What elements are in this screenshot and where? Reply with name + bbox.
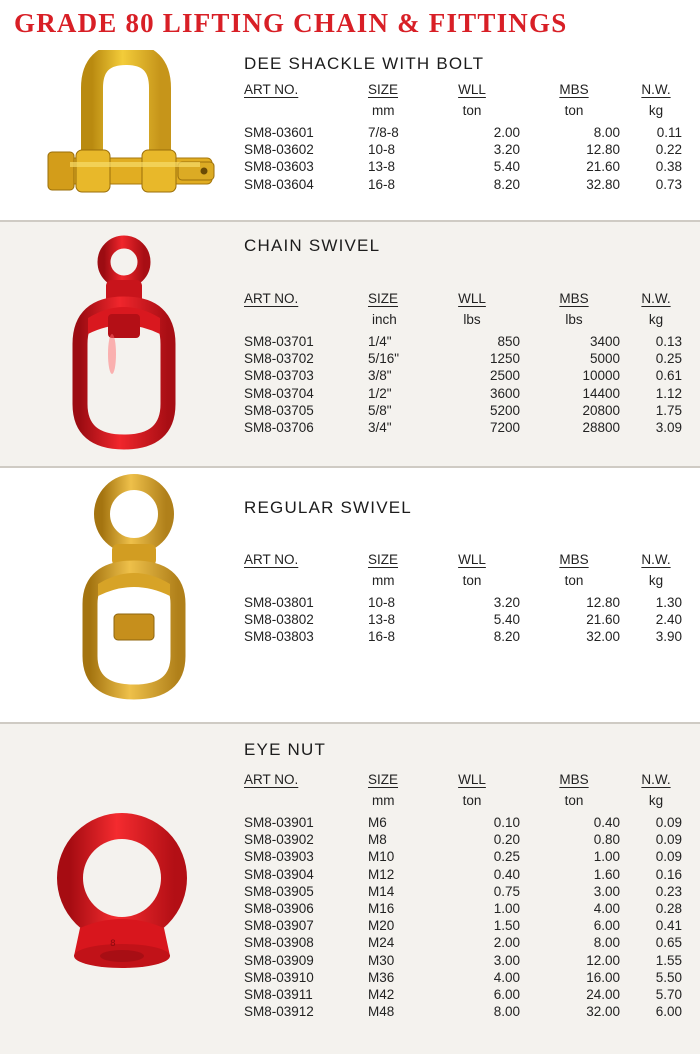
cell-nw: 0.09: [655, 849, 682, 865]
header-mbs: MBS: [559, 552, 589, 567]
cell-wll: 0.75: [493, 883, 520, 899]
cell-mbs: 0.80: [593, 832, 620, 848]
header-mbs: MBS: [559, 82, 589, 97]
cell-nw: 0.61: [655, 368, 682, 384]
table-row: [244, 403, 684, 420]
cell-size: 16-8: [368, 629, 396, 645]
cell-wll: 4.00: [493, 969, 520, 985]
cell-wll: 2.00: [493, 125, 520, 140]
cell-mbs: 32.00: [586, 629, 620, 645]
cell-size: 10-8: [368, 595, 396, 610]
unit-wll: lbs: [463, 312, 481, 327]
section-title: DEE SHACKLE WITH BOLT: [244, 54, 485, 73]
cell-nw: 0.22: [655, 142, 682, 158]
section-dee-shackle: [0, 44, 700, 220]
unit-wll: ton: [462, 573, 482, 588]
header-wll: WLL: [458, 772, 486, 787]
cell-wll: 5.40: [493, 612, 520, 628]
cell-art-no: SM8-03702: [244, 351, 314, 367]
units-row: [244, 573, 684, 595]
header-art-no: ART NO.: [244, 82, 299, 97]
cell-wll: 3600: [489, 385, 520, 401]
table-row: [244, 935, 684, 952]
header-art-no: ART NO.: [244, 552, 299, 567]
cell-size: M8: [368, 832, 387, 848]
cell-mbs: 4.00: [593, 900, 620, 916]
header-mbs: MBS: [559, 772, 589, 787]
dee-shackle-icon: [40, 50, 230, 218]
unit-nw: kg: [648, 793, 664, 808]
cell-nw: 0.23: [655, 883, 682, 899]
cell-wll: 0.40: [493, 866, 520, 882]
cell-nw: 0.38: [655, 159, 682, 175]
cell-wll: 8.00: [493, 1004, 520, 1020]
cell-art-no: SM8-03802: [244, 612, 314, 628]
header-wll: WLL: [458, 82, 486, 97]
unit-mbs: lbs: [565, 312, 583, 327]
cell-mbs: 8.00: [593, 125, 620, 140]
cell-mbs: 12.80: [586, 142, 620, 158]
cell-mbs: 6.00: [593, 918, 620, 934]
cell-size: M24: [368, 935, 395, 951]
cell-nw: 0.09: [655, 815, 682, 830]
cell-art-no: SM8-03906: [244, 900, 314, 916]
cell-wll: 2500: [489, 368, 520, 384]
header-wll: WLL: [458, 291, 486, 306]
cell-size: 16-8: [368, 176, 396, 192]
cell-nw: 1.55: [655, 952, 682, 968]
eye-nut-icon: [46, 810, 198, 974]
header-art-no: ART NO.: [244, 772, 299, 787]
cell-mbs: 24.00: [586, 986, 620, 1002]
page-title: GRADE 80 LIFTING CHAIN & FITTINGS: [14, 8, 568, 38]
cell-mbs: 20800: [582, 402, 620, 418]
cell-mbs: 16.00: [586, 969, 620, 985]
cell-mbs: 14400: [582, 385, 620, 401]
cell-nw: 0.73: [655, 176, 682, 192]
cell-wll: 850: [497, 334, 520, 349]
cell-art-no: SM8-03601: [244, 125, 314, 140]
cell-wll: 3.20: [493, 142, 520, 158]
cell-mbs: 0.40: [593, 815, 620, 830]
cell-size: 5/16": [368, 351, 400, 367]
cell-mbs: 3400: [589, 334, 620, 349]
cell-nw: 0.25: [655, 351, 682, 367]
unit-nw: kg: [648, 103, 664, 118]
cell-nw: 3.09: [655, 419, 682, 435]
cell-mbs: 32.00: [586, 1004, 620, 1020]
unit-size: mm: [372, 793, 395, 808]
cell-nw: 0.13: [655, 334, 682, 349]
cell-nw: 6.00: [655, 1004, 682, 1020]
cell-size: M14: [368, 883, 395, 899]
cell-wll: 1.50: [493, 918, 520, 934]
unit-mbs: ton: [564, 573, 584, 588]
cell-size: 1/4": [368, 334, 392, 349]
cell-size: M20: [368, 918, 395, 934]
units-row: [244, 312, 684, 334]
header-size: SIZE: [368, 82, 399, 97]
cell-nw: 1.75: [655, 402, 682, 418]
cell-art-no: SM8-03705: [244, 402, 314, 418]
cell-art-no: SM8-03902: [244, 832, 314, 848]
table-row: [244, 970, 684, 987]
spec-table: [244, 82, 684, 194]
cell-mbs: 32.80: [586, 176, 620, 192]
cell-wll: 6.00: [493, 986, 520, 1002]
cell-nw: 1.30: [655, 595, 682, 610]
cell-size: 3/8": [368, 368, 392, 384]
unit-nw: kg: [648, 312, 664, 327]
cell-wll: 3.20: [493, 595, 520, 610]
units-row: [244, 103, 684, 125]
cell-size: M12: [368, 866, 395, 882]
chain-swivel-icon: [66, 234, 182, 454]
section-regular-swivel: [0, 468, 700, 722]
table-row: [244, 125, 684, 142]
cell-art-no: SM8-03801: [244, 595, 314, 610]
cell-nw: 0.28: [655, 900, 682, 916]
cell-mbs: 10000: [582, 368, 620, 384]
cell-size: M30: [368, 952, 395, 968]
unit-wll: ton: [462, 793, 482, 808]
cell-nw: 0.11: [656, 125, 682, 140]
cell-nw: 0.65: [655, 935, 682, 951]
table-row: [244, 953, 684, 970]
cell-art-no: SM8-03901: [244, 815, 314, 830]
cell-art-no: SM8-03903: [244, 849, 314, 865]
table-header: [244, 82, 684, 103]
header-nw: N.W.: [641, 552, 671, 567]
cell-nw: 5.50: [655, 969, 682, 985]
cell-size: M6: [368, 815, 387, 830]
table-row: [244, 595, 684, 612]
cell-nw: 2.40: [655, 612, 682, 628]
cell-art-no: SM8-03701: [244, 334, 314, 349]
header-size: SIZE: [368, 772, 399, 787]
cell-mbs: 21.60: [586, 612, 620, 628]
cell-size: M10: [368, 849, 395, 865]
table-row: [244, 629, 684, 646]
cell-wll: 0.20: [493, 832, 520, 848]
unit-wll: ton: [462, 103, 482, 118]
table-row: [244, 386, 684, 403]
regular-swivel-icon: [78, 474, 190, 702]
unit-size: mm: [372, 573, 395, 588]
spec-table: [244, 552, 684, 647]
table-header: [244, 772, 684, 793]
cell-nw: 0.09: [655, 832, 682, 848]
cell-size: 3/4": [368, 419, 392, 435]
cell-art-no: SM8-03603: [244, 159, 314, 175]
table-header: [244, 552, 684, 573]
header-nw: N.W.: [641, 291, 671, 306]
cell-size: M48: [368, 1004, 395, 1020]
cell-art-no: SM8-03908: [244, 935, 314, 951]
cell-size: 13-8: [368, 159, 396, 175]
table-row: [244, 177, 684, 194]
cell-nw: 3.90: [655, 629, 682, 645]
section-title: CHAIN SWIVEL: [244, 236, 381, 255]
cell-art-no: SM8-03602: [244, 142, 314, 158]
table-row: [244, 334, 684, 351]
cell-art-no: SM8-03910: [244, 969, 314, 985]
cell-nw: 0.16: [655, 866, 682, 882]
cell-wll: 1250: [489, 351, 520, 367]
cell-mbs: 21.60: [586, 159, 620, 175]
table-row: [244, 987, 684, 1004]
section-eye-nut: [0, 724, 700, 1054]
section-chain-swivel: [0, 222, 700, 466]
header-art-no: ART NO.: [244, 291, 299, 306]
table-row: [244, 849, 684, 866]
table-row: [244, 815, 684, 832]
table-header: [244, 291, 684, 312]
header-nw: N.W.: [641, 772, 671, 787]
table-row: [244, 884, 684, 901]
header-wll: WLL: [458, 552, 486, 567]
unit-size: inch: [372, 312, 397, 327]
unit-size: mm: [372, 103, 395, 118]
cell-mbs: 1.00: [593, 849, 620, 865]
unit-mbs: ton: [564, 103, 584, 118]
cell-art-no: SM8-03909: [244, 952, 314, 968]
cell-mbs: 12.00: [586, 952, 620, 968]
cell-wll: 2.00: [493, 935, 520, 951]
cell-art-no: SM8-03905: [244, 883, 314, 899]
section-title: EYE NUT: [244, 740, 327, 759]
header-size: SIZE: [368, 291, 399, 306]
cell-wll: 0.25: [493, 849, 520, 865]
cell-mbs: 8.00: [593, 935, 620, 951]
cell-size: M36: [368, 969, 395, 985]
table-row: [244, 901, 684, 918]
cell-art-no: SM8-03907: [244, 918, 314, 934]
cell-art-no: SM8-03704: [244, 385, 314, 401]
cell-mbs: 1.60: [593, 866, 620, 882]
header-size: SIZE: [368, 552, 399, 567]
cell-size: 7/8-8: [368, 125, 399, 140]
cell-mbs: 12.80: [586, 595, 620, 610]
cell-wll: 5200: [489, 402, 520, 418]
cell-mbs: 3.00: [593, 883, 620, 899]
header-mbs: MBS: [559, 291, 589, 306]
cell-wll: 1.00: [493, 900, 520, 916]
cell-nw: 5.70: [655, 986, 682, 1002]
cell-wll: 7200: [489, 419, 520, 435]
unit-nw: kg: [648, 573, 664, 588]
table-row: [244, 1004, 684, 1021]
cell-size: 5/8": [368, 402, 392, 418]
cell-art-no: SM8-03703: [244, 368, 314, 384]
header-nw: N.W.: [641, 82, 671, 97]
cell-size: 1/2": [368, 385, 392, 401]
units-row: [244, 793, 684, 815]
unit-mbs: ton: [564, 793, 584, 808]
table-row: [244, 867, 684, 884]
cell-size: M16: [368, 900, 395, 916]
cell-art-no: SM8-03604: [244, 176, 314, 192]
cell-wll: 0.10: [493, 815, 520, 830]
cell-wll: 8.20: [493, 176, 520, 192]
table-row: [244, 351, 684, 368]
spec-table: [244, 772, 684, 1021]
cell-nw: 0.41: [655, 918, 682, 934]
svg-text:8: 8: [110, 939, 116, 949]
cell-art-no: SM8-03706: [244, 419, 314, 435]
table-row: [244, 142, 684, 159]
cell-art-no: SM8-03911: [244, 986, 313, 1002]
table-row: [244, 612, 684, 629]
cell-art-no: SM8-03912: [244, 1004, 314, 1020]
cell-wll: 5.40: [493, 159, 520, 175]
cell-size: 10-8: [368, 142, 396, 158]
cell-wll: 3.00: [493, 952, 520, 968]
cell-mbs: 5000: [589, 351, 620, 367]
table-row: [244, 832, 684, 849]
section-title: REGULAR SWIVEL: [244, 498, 412, 517]
cell-wll: 8.20: [493, 629, 520, 645]
table-row: [244, 420, 684, 437]
table-row: [244, 368, 684, 385]
spec-table: [244, 291, 684, 437]
cell-mbs: 28800: [582, 419, 620, 435]
cell-size: 13-8: [368, 612, 396, 628]
table-row: [244, 159, 684, 176]
cell-size: M42: [368, 986, 395, 1002]
cell-art-no: SM8-03803: [244, 629, 314, 645]
cell-art-no: SM8-03904: [244, 866, 314, 882]
cell-nw: 1.12: [655, 385, 682, 401]
table-row: [244, 918, 684, 935]
